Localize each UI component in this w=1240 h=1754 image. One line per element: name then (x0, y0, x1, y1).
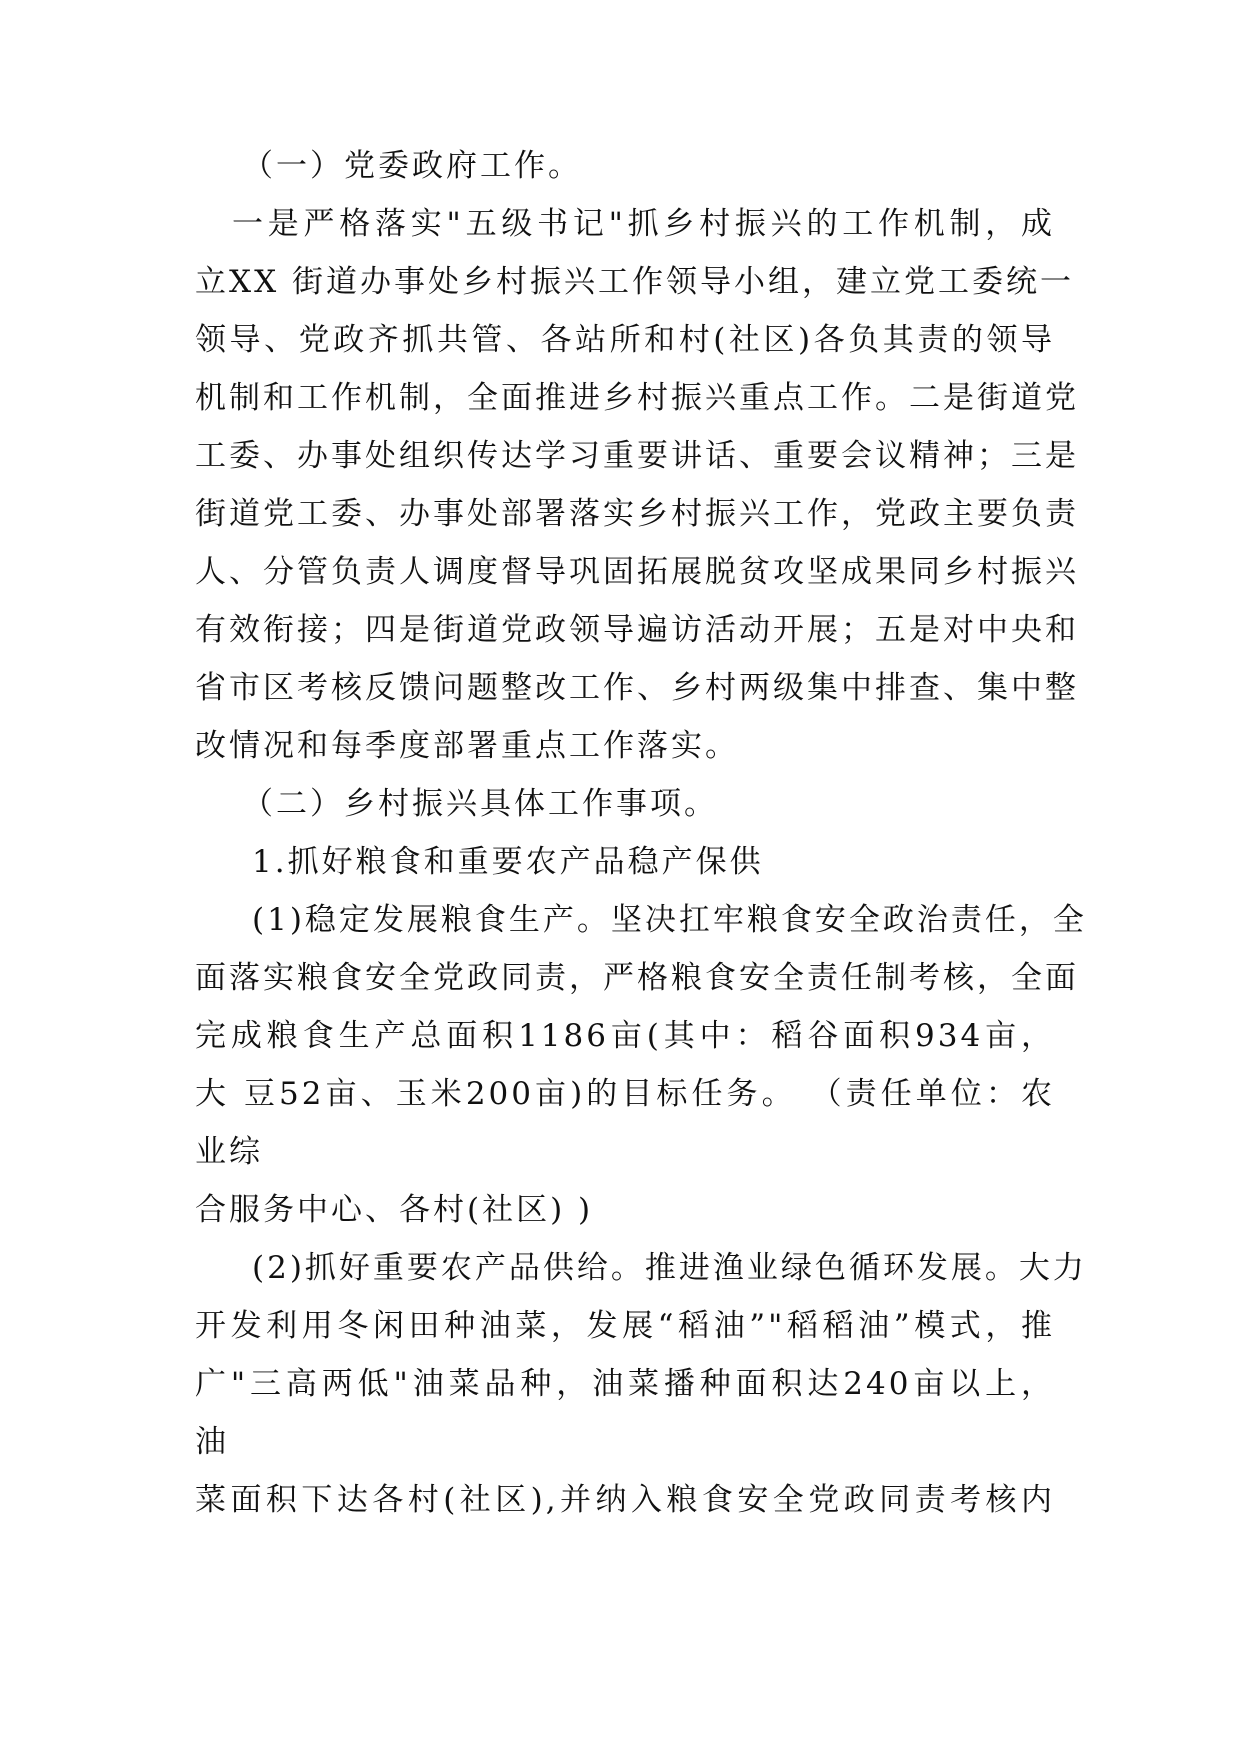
subsection-heading: 1.抓好粮食和重要农产品稳产保供 (252, 844, 764, 880)
paragraph-line: 开发利用冬闲田种油菜，发展“稻油”"稻稻油”模式，推 (195, 1308, 1055, 1344)
paragraph-line: 广"三高两低"油菜品种，油菜播种面积达240亩以上， (195, 1366, 1055, 1402)
paragraph-line: 完成粮食生产总面积1186亩(其中：稻谷面积934亩， (195, 1018, 1055, 1054)
paragraph-line: 业综 (195, 1134, 263, 1170)
paragraph-line: 省市区考核反馈问题整改工作、乡村两级集中排查、集中整 (195, 670, 1079, 706)
paragraph-line: (1)稳定发展粮食生产。坚决扛牢粮食安全政治责任，全 (252, 902, 1087, 938)
paragraph-line: 工委、办事处组织传达学习重要讲话、重要会议精神；三是 (195, 438, 1079, 474)
paragraph-line: (2)抓好重要农产品供给。推进渔业绿色循环发展。大力 (252, 1250, 1087, 1286)
paragraph-line: 菜面积下达各村(社区),并纳入粮食安全党政同责考核内 (195, 1482, 1055, 1518)
section-heading-2: （二）乡村振兴具体工作事项。 (242, 786, 718, 822)
paragraph-line: 油 (195, 1424, 229, 1460)
paragraph-line: 大 豆52亩、玉米200亩)的目标任务。 （责任单位：农 (195, 1076, 1055, 1112)
paragraph-line: 街道党工委、办事处部署落实乡村振兴工作，党政主要负责 (195, 496, 1079, 532)
paragraph-line: 面落实粮食安全党政同责，严格粮食安全责任制考核，全面 (195, 960, 1079, 996)
paragraph-line: 人、分管负责人调度督导巩固拓展脱贫攻坚成果同乡村振兴 (195, 554, 1079, 590)
paragraph-line: 改情况和每季度部署重点工作落实。 (195, 728, 739, 764)
paragraph-line: 立XX 街道办事处乡村振兴工作领导小组，建立党工委统一 (195, 264, 1074, 300)
section-heading-1: （一）党委政府工作。 (242, 148, 582, 184)
paragraph-line: 合服务中心、各村(社区) ) (195, 1192, 594, 1228)
paragraph-line: 机制和工作机制，全面推进乡村振兴重点工作。二是街道党 (195, 380, 1079, 416)
paragraph-line: 有效衔接；四是街道党政领导遍访活动开展；五是对中央和 (195, 612, 1079, 648)
paragraph-line: 一是严格落实"五级书记"抓乡村振兴的工作机制，成 (232, 206, 1055, 242)
paragraph-line: 领导、党政齐抓共管、各站所和村(社区)各负其责的领导 (195, 322, 1055, 358)
